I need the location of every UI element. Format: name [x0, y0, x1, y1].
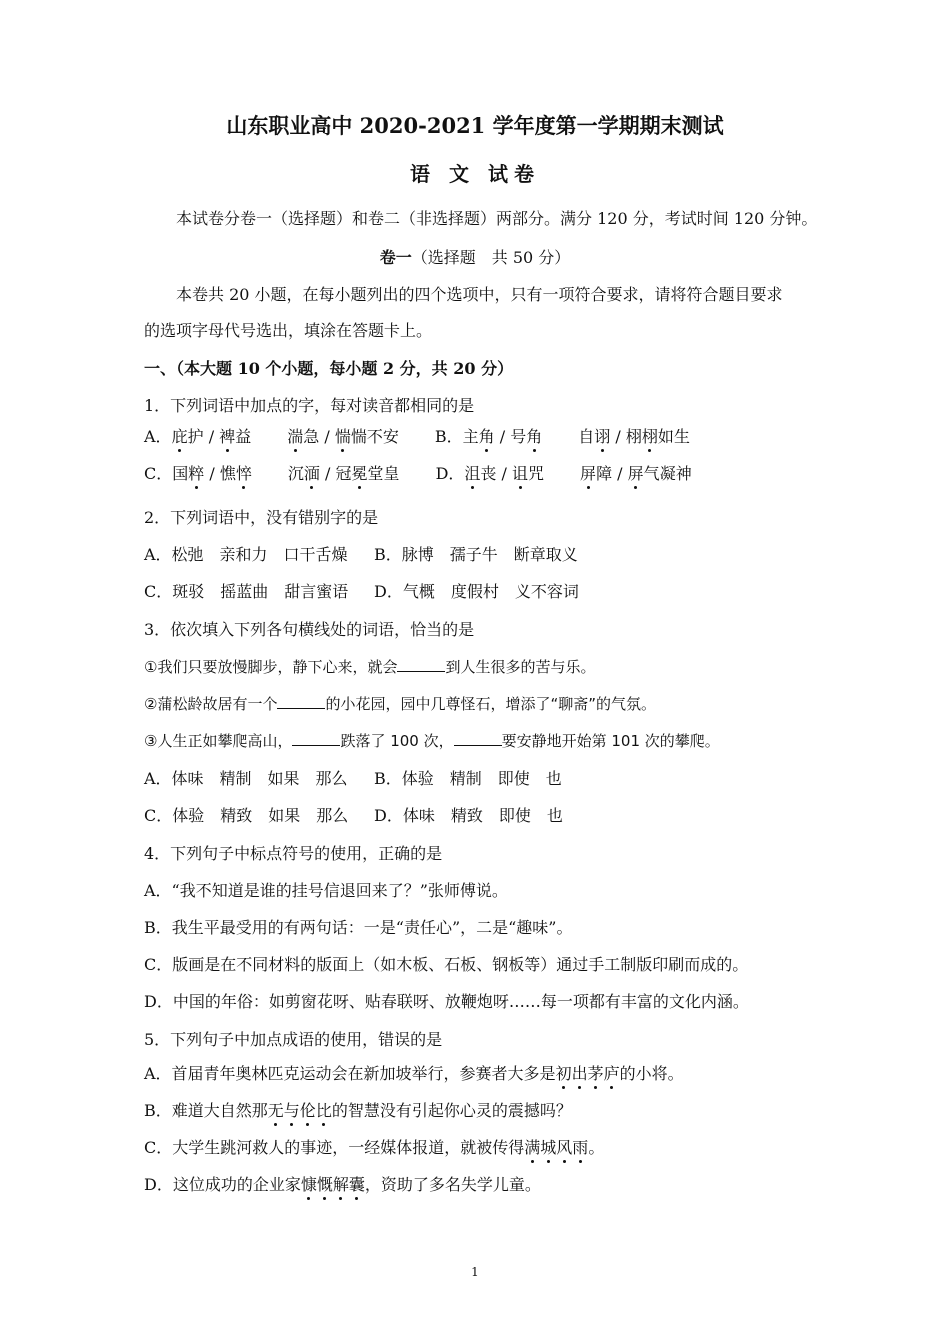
dotted-char: 沮 — [464, 464, 481, 483]
q1-a-pair1: 庇护 / 裨益 — [171, 427, 252, 446]
dotted-char: 裨 — [219, 427, 236, 446]
section-heading-bold: 卷一 — [379, 248, 412, 267]
q3-option-d: D．体味 精致 即使 也 — [374, 806, 563, 825]
q5-b-idiom-char: 无 — [267, 1101, 284, 1120]
dotted-char: 诅 — [512, 464, 529, 483]
q1-stem: 1．下列词语中加点的字，每对读音都相同的是 — [144, 396, 475, 415]
q3-sentence-1 — [144, 656, 830, 678]
q5-b-idiom-char: 伦 — [299, 1101, 316, 1120]
q1-d-label: D． — [435, 464, 465, 483]
q1-b-pair2: 自诩 / 栩栩如生 — [578, 427, 690, 446]
q5-option-a — [144, 1063, 830, 1085]
q2-stem: 2．下列词语中，没有错别字的是 — [144, 508, 379, 527]
q5-d-idiom-char: 囊 — [348, 1175, 365, 1194]
q5-option-d — [144, 1174, 830, 1196]
q5-c-idiom-char: 雨 — [572, 1138, 589, 1157]
q3-s3-part-b: 跌落了 100 次， — [340, 732, 454, 750]
q1-options-cd — [144, 463, 830, 485]
dotted-char: 惴 — [334, 427, 351, 446]
q5-d-post: ，资助了多名失学儿童。 — [364, 1175, 541, 1194]
dotted-char: 角 — [526, 427, 543, 446]
dotted-char: 庇 — [171, 427, 188, 446]
q3-blank-3 — [292, 731, 340, 746]
dotted-char: 悴 — [235, 464, 252, 483]
exam-title: 山东职业高中 2020-2021 学年度第一学期期末测试 — [226, 113, 724, 138]
q3-s3-part-c: 要安静地开始第 101 次的攀爬。 — [501, 732, 720, 750]
q4-option-a: A．“我不知道是谁的挂号信退回来了？”张师傅说。 — [144, 881, 508, 900]
q5-a-idiom-char: 茅 — [587, 1064, 604, 1083]
q1-a-label: A． — [144, 427, 172, 446]
q5-a-idiom-char: 出 — [571, 1064, 588, 1083]
q1-c-label: C． — [144, 464, 173, 483]
q3-options-cd — [144, 805, 830, 827]
instruction-line-2: 的选项字母代号选出，填涂在答题卡上。 — [144, 321, 433, 340]
q3-options-ab — [144, 768, 830, 790]
q3-s1-part-b: 到人生很多的苦与乐。 — [445, 658, 596, 676]
q3-stem: 3．依次填入下列各句横线处的词语，恰当的是 — [144, 620, 475, 639]
q4-option-b: B．我生平最受用的有两句话：一是“责任心”，二是“趣味”。 — [144, 918, 573, 937]
q4-stem: 4．下列句子中标点符号的使用，正确的是 — [144, 844, 443, 863]
dotted-char: 湎 — [303, 464, 320, 483]
q5-d-pre: D．这位成功的企业家 — [144, 1175, 301, 1194]
q2-options-ab — [144, 544, 830, 566]
section-heading-rest: （选择题 共 50 分） — [411, 248, 571, 267]
exam-intro: 本试卷分卷一（选择题）和卷二（非选择题）两部分。满分 120 分，考试时间 120 分钟。 — [176, 209, 818, 228]
q2-option-c: C．斑驳 摇蓝曲 甜言蜜语 — [144, 582, 349, 601]
q2-option-b: B．脉博 孺子牛 断章取义 — [374, 545, 578, 564]
dotted-char: 粹 — [188, 464, 205, 483]
q2-options-cd — [144, 581, 830, 603]
q1-a-pair2: 湍急 / 惴惴不安 — [287, 427, 399, 446]
q3-s2-part-b: 的小花园，园中几尊怪石，增添了“聊斋”的气氛。 — [325, 695, 656, 713]
q1-b-label: B． — [434, 427, 463, 446]
q1-c-pair2: 沉湎 / 冠冕堂皇 — [287, 464, 400, 483]
q4-option-c: C．版画是在不同材料的版面上（如木板、石板、钢板等）通过手工制版印刷而成的。 — [144, 955, 749, 974]
dotted-char: 诩 — [594, 427, 611, 446]
exam-subtitle: 语 文 试卷 — [410, 162, 540, 186]
part-heading: 一、（本大题 10 个小题，每小题 2 分，共 20 分） — [144, 359, 514, 378]
q1-d-pair1: 沮丧 / 诅咒 — [464, 464, 545, 483]
instruction-line-1: 本卷共 20 小题，在每小题列出的四个选项中，只有一项符合要求，请将符合题目要求 — [176, 285, 783, 304]
q5-a-pre: A．首届青年奥林匹克运动会在新加坡举行，参赛者大多是 — [144, 1064, 556, 1083]
q3-blank-1 — [397, 657, 445, 672]
q3-s2-part-a: ②蒲松龄故居有一个 — [144, 695, 278, 713]
dotted-char: 角 — [478, 427, 495, 446]
q3-sentence-2 — [144, 693, 830, 715]
q5-b-idiom-char: 比 — [315, 1101, 332, 1120]
q5-c-post: 。 — [588, 1138, 605, 1157]
q5-stem: 5．下列句子中加点成语的使用，错误的是 — [144, 1030, 443, 1049]
q3-option-b: B．体验 精制 即使 也 — [374, 769, 562, 788]
q1-d-pair2: 屏障 / 屏气凝神 — [580, 464, 692, 483]
page-number: 1 — [471, 1265, 479, 1279]
q5-c-idiom-char: 满 — [524, 1138, 541, 1157]
q5-a-idiom-char: 庐 — [603, 1064, 620, 1083]
q5-d-idiom-char: 慷 — [300, 1175, 317, 1194]
section-heading — [0, 245, 950, 268]
q4-option-d: D．中国的年俗：如剪窗花呀、贴春联呀、放鞭炮呀……每一项都有丰富的文化内涵。 — [144, 992, 749, 1011]
q5-b-idiom-char: 与 — [283, 1101, 300, 1120]
q3-s1-part-a: ①我们只要放慢脚步，静下心来，就会 — [144, 658, 398, 676]
q5-d-idiom-char: 慨 — [316, 1175, 333, 1194]
q3-s3-part-a: ③人生正如攀爬高山， — [144, 732, 293, 750]
q5-option-c — [144, 1137, 830, 1159]
q5-c-idiom-char: 城 — [540, 1138, 557, 1157]
q5-d-idiom-char: 解 — [332, 1175, 349, 1194]
q2-option-a: A．松弛 亲和力 口干舌燥 — [144, 545, 348, 564]
dotted-char: 湍 — [287, 427, 304, 446]
q3-blank-4 — [454, 731, 502, 746]
q5-option-b — [144, 1100, 830, 1122]
dotted-char: 栩 — [641, 427, 658, 446]
q5-b-pre: B．难道大自然那 — [144, 1101, 268, 1120]
q5-c-idiom-char: 风 — [556, 1138, 573, 1157]
dotted-char: 冕 — [351, 464, 368, 483]
q5-c-pre: C．大学生跳河救人的事迹，一经媒体报道，就被传得 — [144, 1138, 525, 1157]
dotted-char: 屏 — [580, 464, 597, 483]
q5-a-post: 的小将。 — [619, 1064, 684, 1083]
q5-b-post: 的智慧没有引起你心灵的震撼吗？ — [331, 1101, 572, 1120]
q3-option-c: C．体验 精致 如果 那么 — [144, 806, 349, 825]
q3-option-a: A．体味 精制 如果 那么 — [144, 769, 348, 788]
q3-sentence-3 — [144, 730, 830, 752]
q5-a-idiom-char: 初 — [555, 1064, 572, 1083]
q3-blank-2 — [277, 694, 325, 709]
q1-c-pair1: 国粹 / 憔悴 — [172, 464, 252, 483]
q1-b-pair1: 主角 / 号角 — [462, 427, 543, 446]
q2-option-d: D．气概 度假村 义不容词 — [374, 582, 579, 601]
q1-options-ab — [144, 426, 830, 448]
dotted-char: 屏 — [627, 464, 644, 483]
